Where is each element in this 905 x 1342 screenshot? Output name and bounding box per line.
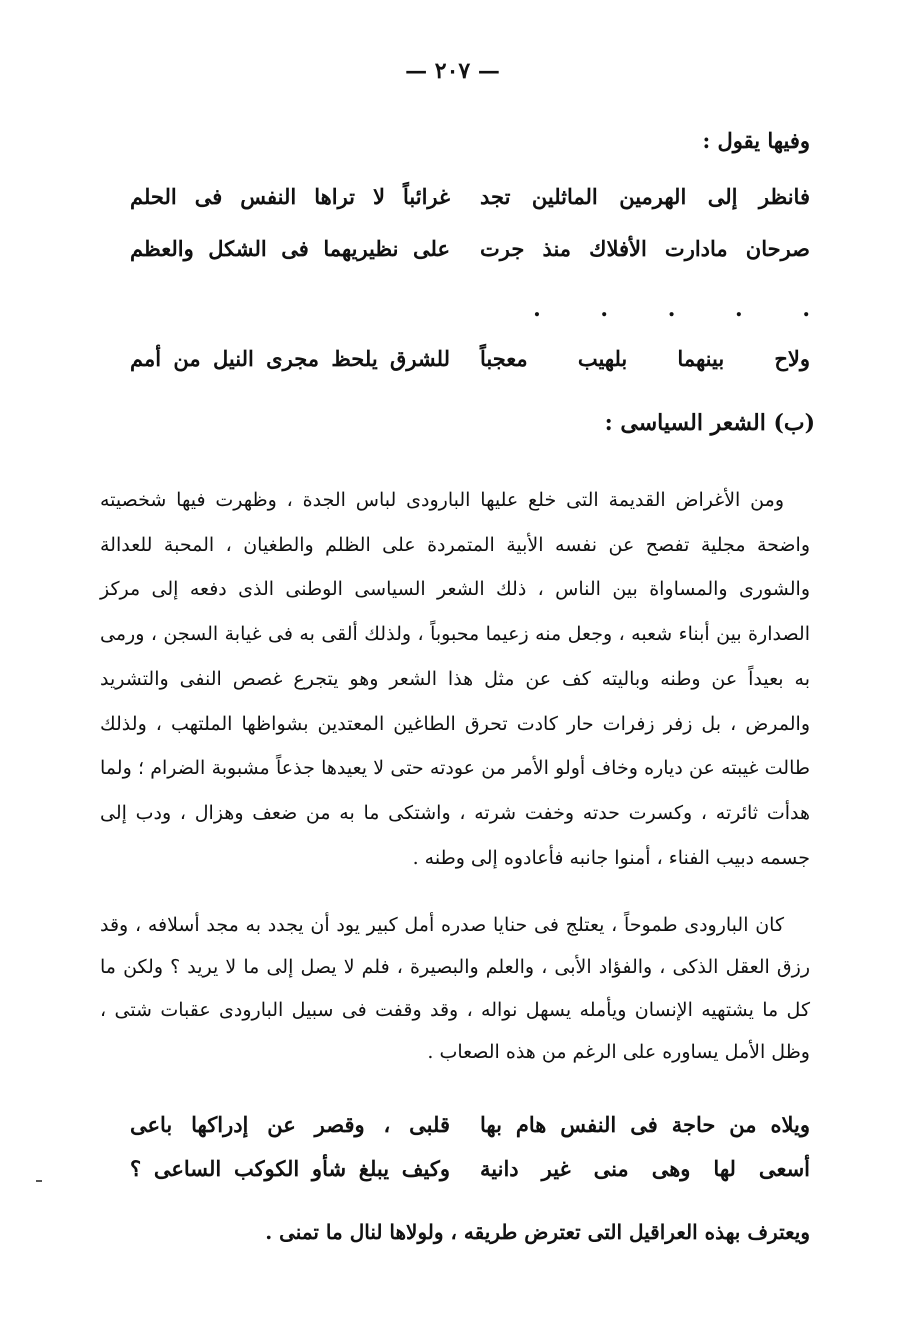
verse-second-hemistich: وكيف يبلغ شأو الكوكب الساعى ؟: [130, 1156, 450, 1181]
verse-line: [130, 1112, 810, 1152]
margin-speck: [36, 1180, 42, 1182]
verse-first-hemistich: ولاح بينهما بلهيب معجباً: [480, 346, 810, 371]
verse-first-hemistich: أسعى لها وهى منى غير دانية: [480, 1156, 810, 1181]
verse-second-hemistich: على نظيريهما فى الشكل والعظم: [130, 236, 450, 261]
verse-second-hemistich: قلبى ، وقصر عن إدراكها باعى: [130, 1112, 450, 1137]
page-number: — ٢٠٧ —: [405, 58, 500, 84]
body-paragraph: ومن الأغراض القديمة التى خلع عليها البارودى لباس الجدة ، وظهرت فيها شخصيته واضحة مجلية تفصح عن نفسه الأبية المتمردة على الظلم والطغيان ، المحبة للعدالة والشورى والمساواة بين الناس ، ذلك الشعر السياسى الوطنى الذى دفعه إلى مركز الصدارة بين أبناء شعبه ، وجعل منه زعيما محبوباً ، ولذلك ألقى به فى غيابة السجن ، ورمى به بعيداً عن وطنه وباليته كف عن مثل هذا الشعر وهو يتجرع غصص النفى والتشريد والمرض ، بل زفر زفرات حار كادت تحرق الطاغين المعتدين بشواظها الملتهب ، ولذلك طالت غيبته عن دياره وخاف أولو الأمر من عودته حتى لا يعيدها جذعاً مشبوبة الضرام ؛ ولما هدأت ثائرته ، وكسرت حدته وخفت شرته ، واشتكى ما به من ضعف وهزال ، ودب إلى جسمه دبيب الفناء ، أمنوا جانبه فأعادوه إلى وطنه .: [100, 489, 811, 869]
verse-second-hemistich: غرائباً لا تراها النفس فى الحلم: [130, 184, 450, 209]
omission-dots: . . . . .: [533, 296, 810, 322]
verse-line: [130, 346, 810, 386]
closing-line: ويعترف بهذه العراقيل التى تعترض طريقه ، ولولاها لنال ما تمنى .: [265, 1220, 810, 1244]
verse-line: [130, 184, 810, 224]
section-heading: (ب) الشعر السياسى :: [604, 410, 815, 436]
verse-line: [130, 1156, 810, 1196]
verse-first-hemistich: فانظر إلى الهرمين الماثلين تجد: [480, 184, 810, 209]
verse-second-hemistich: للشرق يلحظ مجرى النيل من أمم: [130, 346, 450, 371]
body-paragraph: كان البارودى طموحاً ، يعتلج فى حنايا صدره أمل كبير يود أن يجدد به مجد أسلافه ، وقد رزق العقل الذكى ، والفؤاد الأبى ، والعلم والبصيرة ، فلم لا يصل إلى ما لا يريد ؟ ولكن ما كل ما يشتهيه الإنسان ويأمله يسهل نواله ، وقد وقفت فى سبيل البارودى عقبات شتى ، وظل الأمل يساوره على الرغم من هذه الصعاب .: [100, 914, 810, 1063]
verse-line: [130, 236, 810, 276]
verse-first-hemistich: صرحان مادارت الأفلاك منذ جرت: [480, 236, 810, 261]
verse-first-hemistich: ويلاه من حاجة فى النفس هام بها: [480, 1112, 810, 1137]
intro-line: وفيها يقول :: [702, 128, 810, 153]
